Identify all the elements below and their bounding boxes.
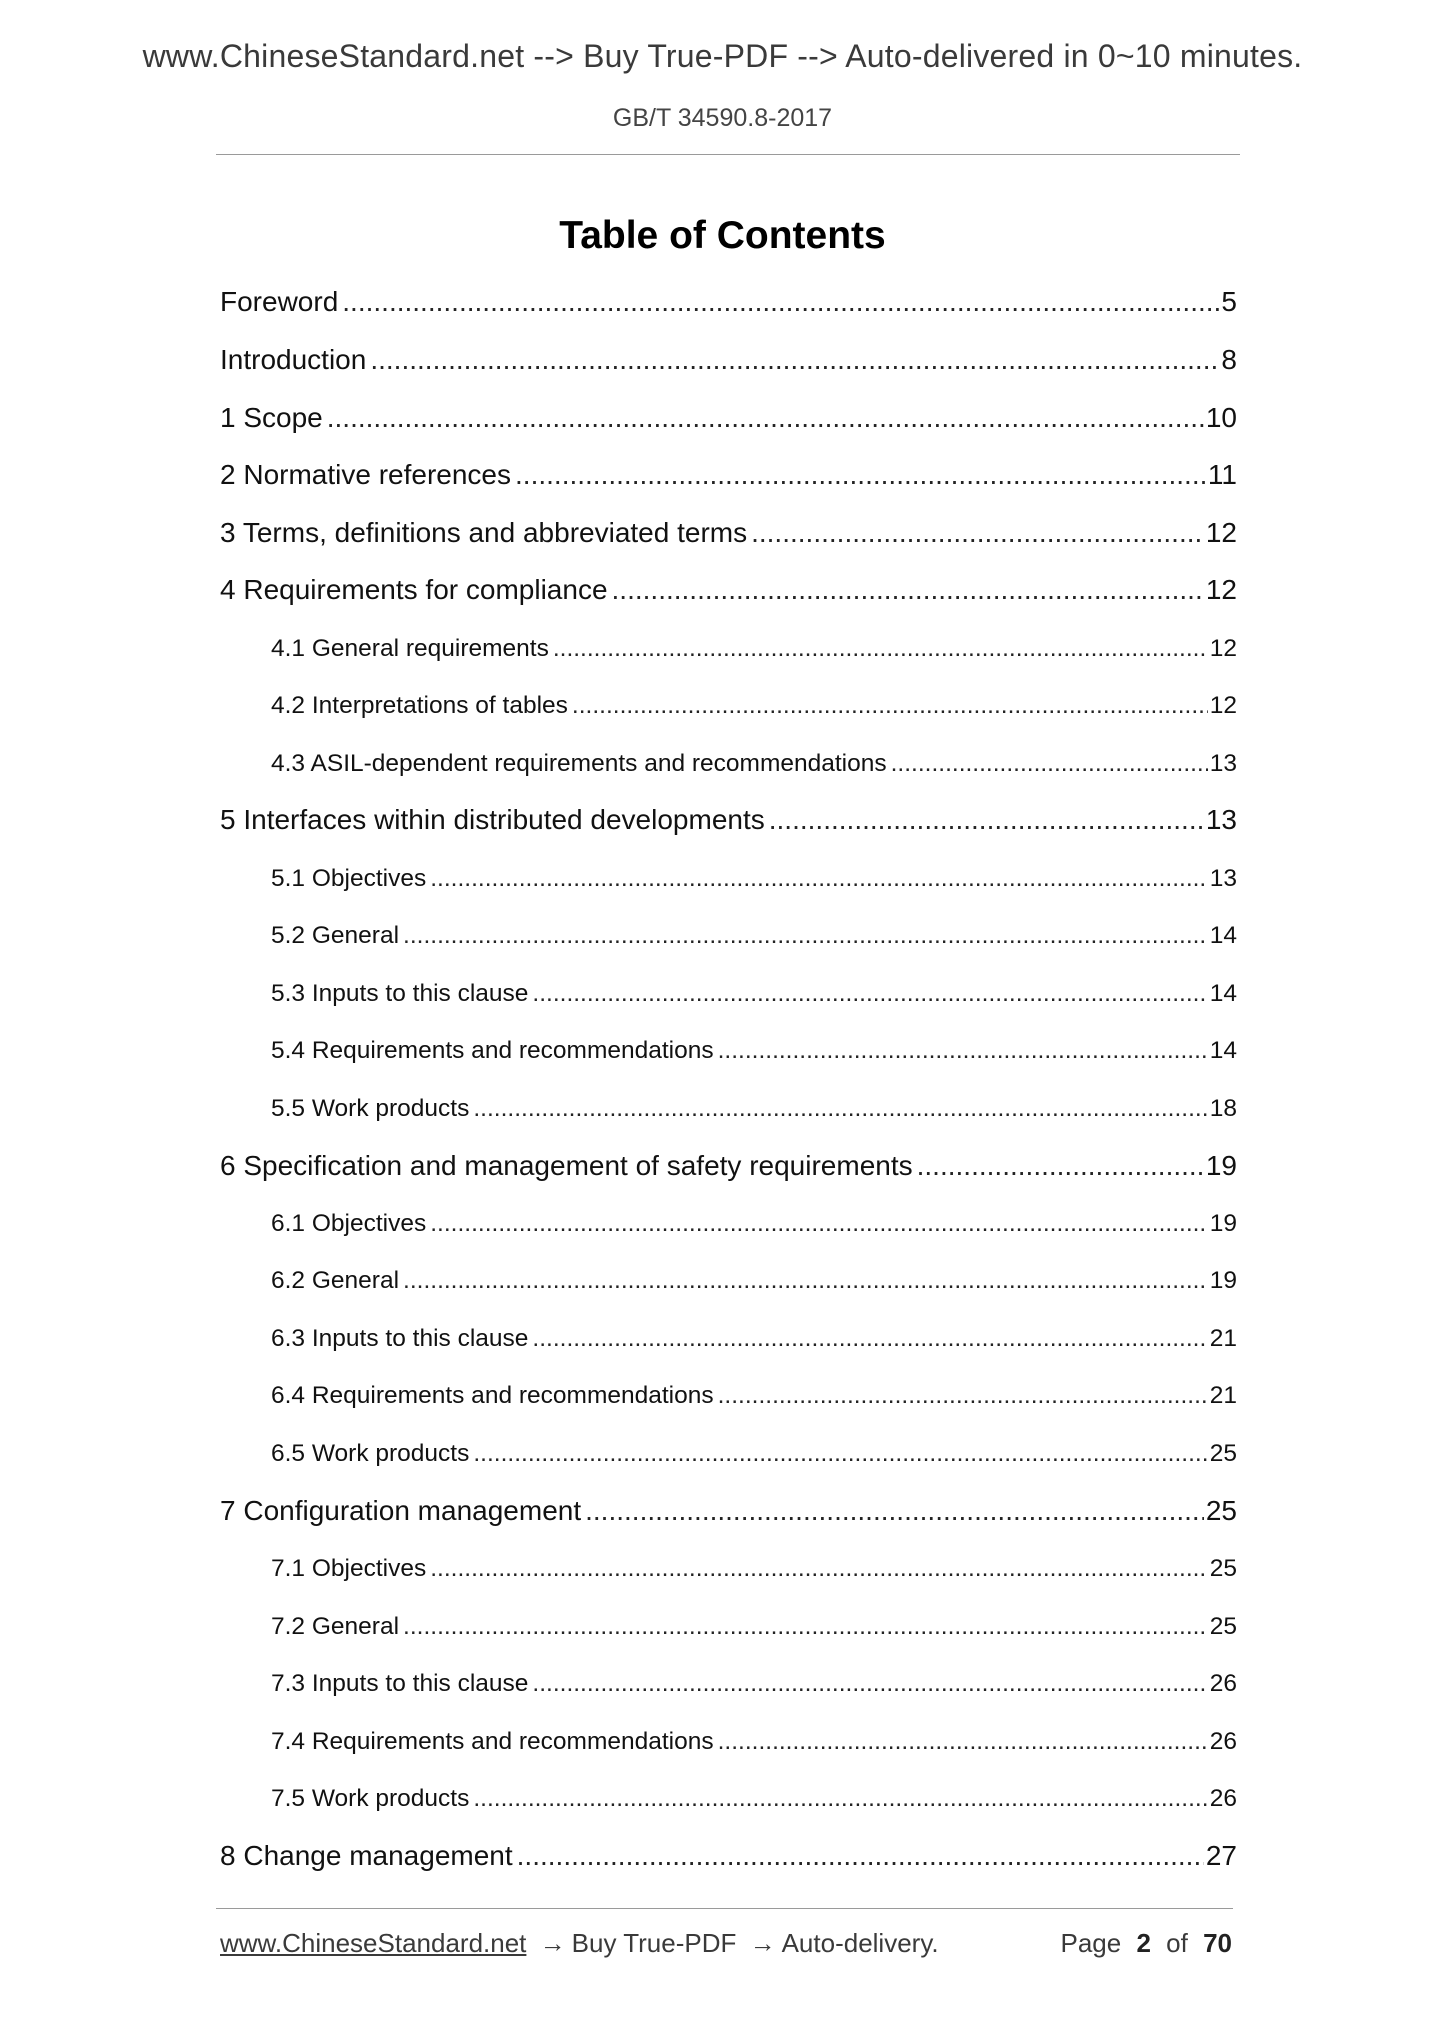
toc-entry-title: 4.3 ASIL-dependent requirements and recommendations [271, 750, 887, 777]
page-current: 2 [1136, 1928, 1151, 1958]
toc-entry-title: 4.1 General requirements [271, 635, 549, 662]
toc-entry-6[interactable] [220, 1150, 1237, 1186]
dot-leader [751, 517, 1204, 549]
toc-entry-4-2[interactable] [271, 692, 1237, 724]
toc-entry-page: 25 [1209, 1613, 1237, 1640]
toc-entry-page: 25 [1209, 1555, 1237, 1582]
toc-entry-page: 27 [1205, 1840, 1237, 1871]
dot-leader [532, 1325, 1207, 1353]
toc-entry-page: 25 [1205, 1495, 1237, 1526]
toc-entry-page: 10 [1205, 402, 1237, 433]
dot-leader [430, 1555, 1207, 1583]
footer-divider [216, 1908, 1233, 1909]
toc-entry-title: 5.3 Inputs to this clause [271, 980, 529, 1007]
toc-entry-5-3[interactable] [271, 980, 1237, 1012]
toc-entry-title: 7.3 Inputs to this clause [271, 1670, 529, 1697]
dot-leader [585, 1495, 1204, 1527]
toc-entry-6-4[interactable] [271, 1382, 1237, 1414]
toc-entry-page: 12 [1205, 517, 1237, 548]
toc-entry-title: 4.2 Interpretations of tables [271, 692, 568, 719]
toc-entry-page: 11 [1207, 459, 1237, 490]
delivery-text: Auto-delivery. [781, 1928, 939, 1958]
page-label: Page [1060, 1928, 1122, 1958]
toc-entry-page: 13 [1209, 750, 1237, 777]
dot-leader [917, 1150, 1204, 1182]
toc-entry-title: 6.3 Inputs to this clause [271, 1325, 529, 1352]
toc-entry-title: 6.2 General [271, 1267, 400, 1294]
toc-entry-foreword[interactable] [220, 286, 1237, 322]
dot-leader [718, 1382, 1208, 1410]
dot-leader [473, 1785, 1207, 1813]
dot-leader [532, 1670, 1207, 1698]
dot-leader [718, 1728, 1208, 1756]
toc-entry-page: 12 [1209, 635, 1237, 662]
toc-entry-title: 8 Change management [220, 1840, 513, 1871]
toc-entry-title: 7.1 Objectives [271, 1555, 427, 1582]
buy-text: Buy True-PDF [571, 1928, 737, 1958]
page-footer [220, 1928, 1232, 1964]
toc-entry-7-5[interactable] [271, 1785, 1237, 1817]
toc-entry-6-1[interactable] [271, 1210, 1237, 1242]
standard-code: GB/T 34590.8-2017 [612, 104, 833, 132]
dot-leader [718, 1037, 1208, 1065]
dot-leader [612, 574, 1204, 606]
toc-entry-7-1[interactable] [271, 1555, 1237, 1587]
page-of: of [1166, 1928, 1188, 1958]
dot-leader [370, 344, 1219, 376]
toc-entry-page: 13 [1205, 804, 1237, 835]
toc-entry-title: 3 Terms, definitions and abbreviated terms [220, 517, 748, 548]
dot-leader [553, 635, 1208, 663]
toc-entry-page: 14 [1209, 980, 1237, 1007]
toc-entry-title: 5.5 Work products [271, 1095, 470, 1122]
toc-entry-5-1[interactable] [271, 865, 1237, 897]
toc-entry-7[interactable] [220, 1495, 1237, 1531]
arrow-right-icon: → [539, 1928, 566, 1958]
dot-leader [532, 980, 1207, 1008]
toc-entry-title: 6.4 Requirements and recommendations [271, 1382, 714, 1409]
toc-entry-4[interactable] [220, 574, 1237, 610]
toc-entry-page: 18 [1209, 1095, 1237, 1122]
dot-leader [342, 286, 1219, 318]
toc-entry-page: 14 [1209, 1037, 1237, 1064]
toc-entry-5-4[interactable] [271, 1037, 1237, 1069]
toc-entry-8[interactable] [220, 1840, 1237, 1876]
toc-entry-3[interactable] [220, 517, 1237, 553]
toc-entry-page: 5 [1221, 286, 1237, 317]
toc-entry-7-2[interactable] [271, 1613, 1237, 1645]
dot-leader [403, 922, 1208, 950]
toc-entry-page: 26 [1209, 1785, 1237, 1812]
toc-entry-2[interactable] [220, 459, 1237, 495]
toc-entry-7-4[interactable] [271, 1728, 1237, 1760]
toc-entry-4-1[interactable] [271, 635, 1237, 667]
top-banner: www.ChineseStandard.net --> Buy True-PDF --> Auto-delivered in 0~10 minutes. [142, 38, 1303, 74]
toc-entry-page: 19 [1209, 1210, 1237, 1237]
toc-entry-1[interactable] [220, 402, 1237, 438]
toc-entry-title: 5.1 Objectives [271, 865, 427, 892]
dot-leader [515, 459, 1206, 491]
footer-promo [220, 1928, 939, 1959]
toc-entry-page: 13 [1209, 865, 1237, 892]
toc-entry-title: 7.5 Work products [271, 1785, 470, 1812]
dot-leader [403, 1613, 1208, 1641]
toc-entry-title: 6.5 Work products [271, 1440, 470, 1467]
dot-leader [517, 1840, 1204, 1872]
toc-entry-page: 12 [1205, 574, 1237, 605]
toc-entry-page: 12 [1209, 692, 1237, 719]
toc-entry-page: 8 [1221, 344, 1237, 375]
toc-entry-title: Introduction [220, 344, 367, 375]
toc-entry-title: 4 Requirements for compliance [220, 574, 608, 605]
toc-entry-5-2[interactable] [271, 922, 1237, 954]
toc-entry-title: 5 Interfaces within distributed developments [220, 804, 765, 835]
toc-entry-5[interactable] [220, 804, 1237, 840]
toc-entry-title: Foreword [220, 286, 339, 317]
dot-leader [403, 1267, 1208, 1295]
dot-leader [327, 402, 1204, 434]
dot-leader [430, 865, 1207, 893]
toc-entry-title: 7.4 Requirements and recommendations [271, 1728, 714, 1755]
toc-entry-title: 7 Configuration management [220, 1495, 582, 1526]
toc-entry-page: 26 [1209, 1728, 1237, 1755]
toc-entry-page: 26 [1209, 1670, 1237, 1697]
toc-entry-title: 2 Normative references [220, 459, 512, 490]
header-divider [216, 154, 1240, 155]
toc-entry-7-3[interactable] [271, 1670, 1237, 1702]
toc-entry-title: 5.2 General [271, 922, 400, 949]
toc-entry-6-3[interactable] [271, 1325, 1237, 1357]
dot-leader [769, 804, 1204, 836]
toc-entry-5-5[interactable] [271, 1095, 1237, 1127]
toc-entry-page: 21 [1209, 1325, 1237, 1352]
toc-entry-title: 7.2 General [271, 1613, 400, 1640]
toc-entry-page: 19 [1209, 1267, 1237, 1294]
dot-leader [473, 1440, 1207, 1468]
toc-entry-title: 5.4 Requirements and recommendations [271, 1037, 714, 1064]
toc-entry-title: 1 Scope [220, 402, 323, 433]
toc-entry-4-3[interactable] [271, 750, 1237, 782]
dot-leader [430, 1210, 1207, 1238]
toc-entry-page: 25 [1209, 1440, 1237, 1467]
dot-leader [572, 692, 1208, 720]
page-number [1060, 1928, 1232, 1959]
dot-leader [473, 1095, 1207, 1123]
page-total: 70 [1203, 1928, 1232, 1958]
toc-entry-title: 6 Specification and management of safety requirements [220, 1150, 913, 1181]
arrow-right-icon: → [749, 1928, 776, 1958]
toc-title: Table of Contents [559, 214, 886, 257]
toc-entry-6-5[interactable] [271, 1440, 1237, 1472]
dot-leader [891, 750, 1208, 778]
toc-entry-page: 14 [1209, 922, 1237, 949]
toc-entry-introduction[interactable] [220, 344, 1237, 380]
toc-entry-6-2[interactable] [271, 1267, 1237, 1299]
toc-entry-page: 19 [1205, 1150, 1237, 1181]
site-link[interactable]: www.ChineseStandard.net [220, 1928, 527, 1958]
toc-entry-page: 21 [1209, 1382, 1237, 1409]
toc-entry-title: 6.1 Objectives [271, 1210, 427, 1237]
